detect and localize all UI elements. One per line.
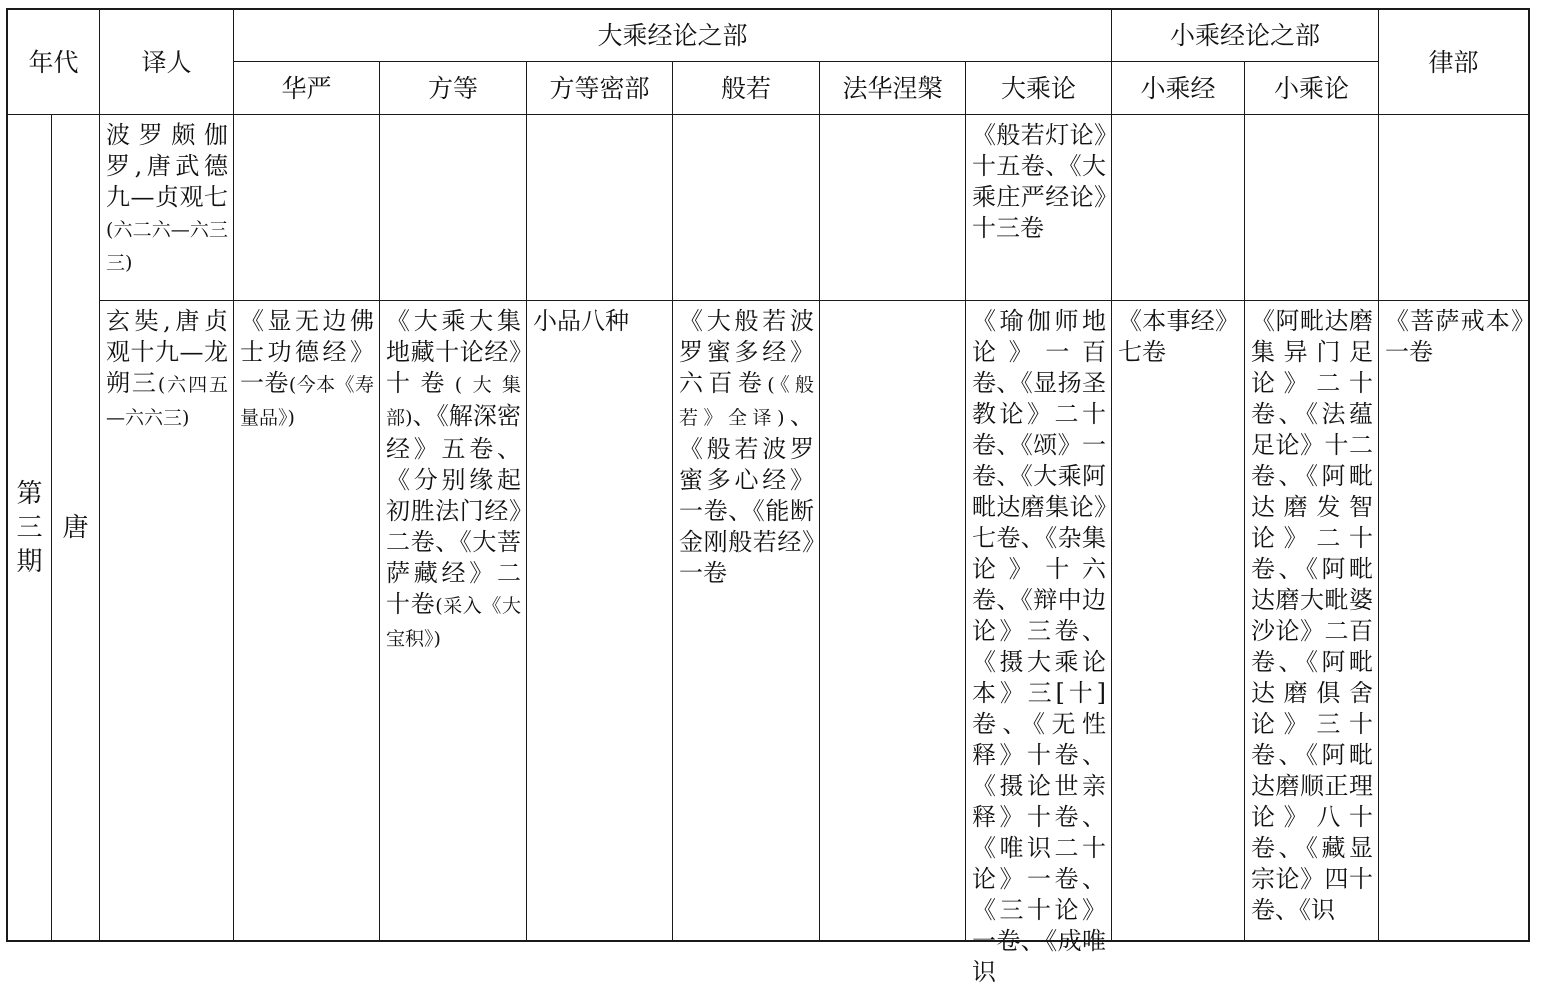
table-right-border [1528, 8, 1530, 942]
row2-bore-cell [673, 301, 819, 940]
row2-bore-text-cont: 、《般若波罗蜜多心经》一卷、《能断金刚般若经》一卷 [679, 402, 814, 587]
header-col-fangdeng-text: 方等 [427, 73, 478, 103]
header-bottom-rule [6, 114, 1530, 115]
row2-fangdeng-text-cont: 、《解深密经》五卷、《分别缘起初胜法门经》二卷、《大菩萨藏经》二十卷 [386, 402, 521, 618]
row1-translator-text: 波罗颇伽罗,唐武德九—贞观七 [106, 121, 228, 211]
header-col-bore [673, 62, 819, 114]
header-col-fahua-text: 法华涅槃 [842, 73, 943, 103]
row2-xiaocheng-jing-cell [1112, 301, 1244, 940]
row1-dacheng-lun-cell [966, 115, 1111, 300]
row2-vinaya-cell [1379, 301, 1528, 940]
header-translator-text: 译人 [141, 47, 192, 77]
row2-xiaocheng-lun-text: 《阿毗达磨集异门足论》二十卷、《法蕴足论》十二卷、《阿毗达磨发智论》二十卷、《阿毗达磨大毗婆沙论》二百卷、《阿毗达磨俱舍论》三十卷、《阿毗达磨顺正理论》八十卷、《藏显宗论》四十卷、《识 [1251, 307, 1373, 924]
row2-xiaocheng-jing-text: 《本事经》七卷 [1118, 307, 1239, 366]
period-char: 期 [16, 546, 43, 577]
header-col-fangdeng-mi-text: 方等密部 [549, 73, 650, 103]
row2-fangdeng-cell [380, 301, 526, 940]
row2-xiaocheng-lun-cell [1245, 301, 1378, 940]
row2-bore-note: (《般若》全译) [679, 374, 814, 429]
dynasty-text: 唐 [62, 512, 89, 543]
row1-translator-cell [100, 115, 233, 300]
row2-fangdeng-mi-cell [527, 301, 672, 940]
row2-dacheng-lun-text: 《瑜伽师地论》一百卷、《显扬圣教论》二十卷、《颂》一卷、《大乘阿毗达磨集论》七卷、《杂集论》十六卷、《辩中边论》三卷、《摄大乘论本》三[十]卷、《无性释》十卷、《摄论世亲释》十卷、《唯识二十论》一卷、《三十论》一卷、《成唯识 [972, 307, 1106, 986]
row2-translator-text: 玄奘,唐贞观十九—龙朔三 [106, 307, 228, 397]
row2-huayan-note: (今本《寿量品》) [240, 374, 374, 429]
row2-vinaya-text: 《菩萨戒本》一卷 [1385, 307, 1523, 366]
header-vinaya [1379, 10, 1528, 114]
header-col-xiaocheng-jing-text: 小乘经 [1140, 73, 1216, 103]
row1-dacheng-lun-text: 《般若灯论》十五卷、《大乘庄严经论》十三卷 [972, 121, 1106, 242]
row2-huayan-cell [234, 301, 379, 940]
row2-huayan-text: 《显无边佛士功德经》一卷 [240, 307, 374, 397]
row2-fangdeng-mi-text: 小品八种 [533, 307, 629, 335]
header-era [8, 10, 99, 114]
header-col-huayan [234, 62, 379, 114]
header-era-text: 年代 [28, 47, 79, 77]
header-col-xiaocheng-lun [1245, 62, 1378, 114]
row2-fangdeng-text: 《大乘大集地藏十论经》十卷 [386, 307, 521, 397]
header-col-fangdeng [380, 62, 526, 114]
scripture-table [6, 8, 1530, 986]
header-hinayana-group [1112, 10, 1378, 61]
header-col-huayan-text: 华严 [281, 73, 332, 103]
row2-translator-cell [100, 301, 233, 940]
header-col-fahua [820, 62, 965, 114]
row2-fangdeng-note: (采入《大宝积》) [386, 595, 522, 650]
header-mahayana-group [234, 10, 1111, 61]
header-hinayana-text: 小乘经论之部 [1169, 21, 1320, 50]
col-divider [819, 61, 820, 942]
header-col-fangdeng-mi [527, 62, 672, 114]
table-bottom-border [6, 940, 1530, 942]
period-cell [8, 115, 51, 940]
header-col-xiaocheng-lun-text: 小乘论 [1273, 73, 1349, 103]
header-col-dacheng-lun-text: 大乘论 [1000, 73, 1076, 103]
period-char: 第 [16, 478, 43, 509]
header-translator [100, 10, 233, 114]
period-char: 三 [16, 512, 43, 543]
row1-translator-dates: (六二六—六三三) [106, 219, 228, 274]
dynasty-cell [52, 115, 99, 940]
header-vinaya-text: 律部 [1428, 47, 1479, 77]
header-col-bore-text: 般若 [720, 73, 771, 103]
header-col-xiaocheng-jing [1112, 62, 1244, 114]
row2-translator-dates: (六四五—六六三) [106, 374, 229, 429]
header-mahayana-text: 大乘经论之部 [597, 21, 748, 50]
row2-fangdeng-note: (大集部) [386, 374, 521, 429]
header-col-dacheng-lun [966, 62, 1111, 114]
row2-bore-text: 《大般若波罗蜜多经》六百卷 [679, 307, 814, 397]
row2-dacheng-lun-cell [966, 301, 1111, 986]
